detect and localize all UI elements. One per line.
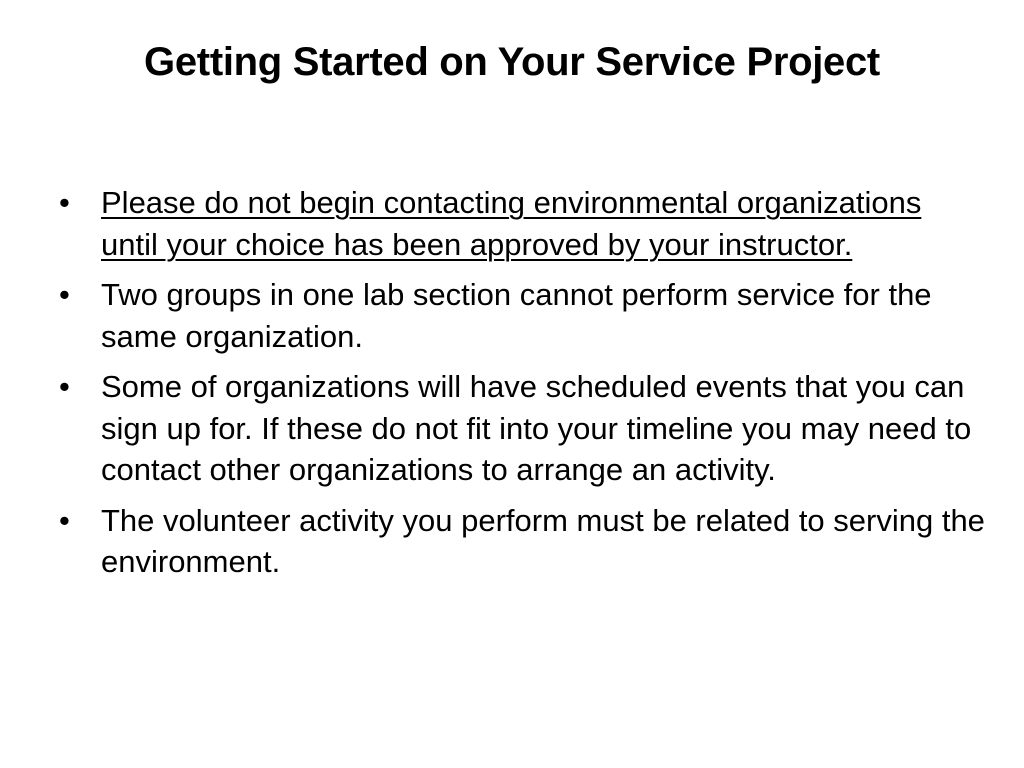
bullet-text-environment: The volunteer activity you perform must be related to serving the environment. (101, 502, 985, 579)
slide-title: Getting Started on Your Service Project (144, 40, 880, 84)
bullet-item-groups (55, 274, 985, 357)
bullet-text-groups: Two groups in one lab section cannot perform service for the same organization. (101, 277, 932, 354)
bullet-item-environment (55, 500, 985, 583)
bullet-icon: • (59, 185, 70, 220)
bullet-item-approval (55, 182, 985, 265)
bullet-list (55, 182, 985, 592)
bullet-icon: • (59, 502, 70, 538)
bullet-text-events: Some of organizations will have scheduled events that you can sign up for. If these do not fit into your timeline you may need to contact other organizations to arrange an activity. (101, 369, 972, 487)
bullet-item-events (55, 366, 985, 491)
bullet-text-approval: Please do not begin contacting environmental organizations until your choice has been approved by your instructor. (101, 185, 922, 262)
bullet-icon: • (59, 277, 70, 312)
bullet-icon: • (59, 369, 70, 404)
